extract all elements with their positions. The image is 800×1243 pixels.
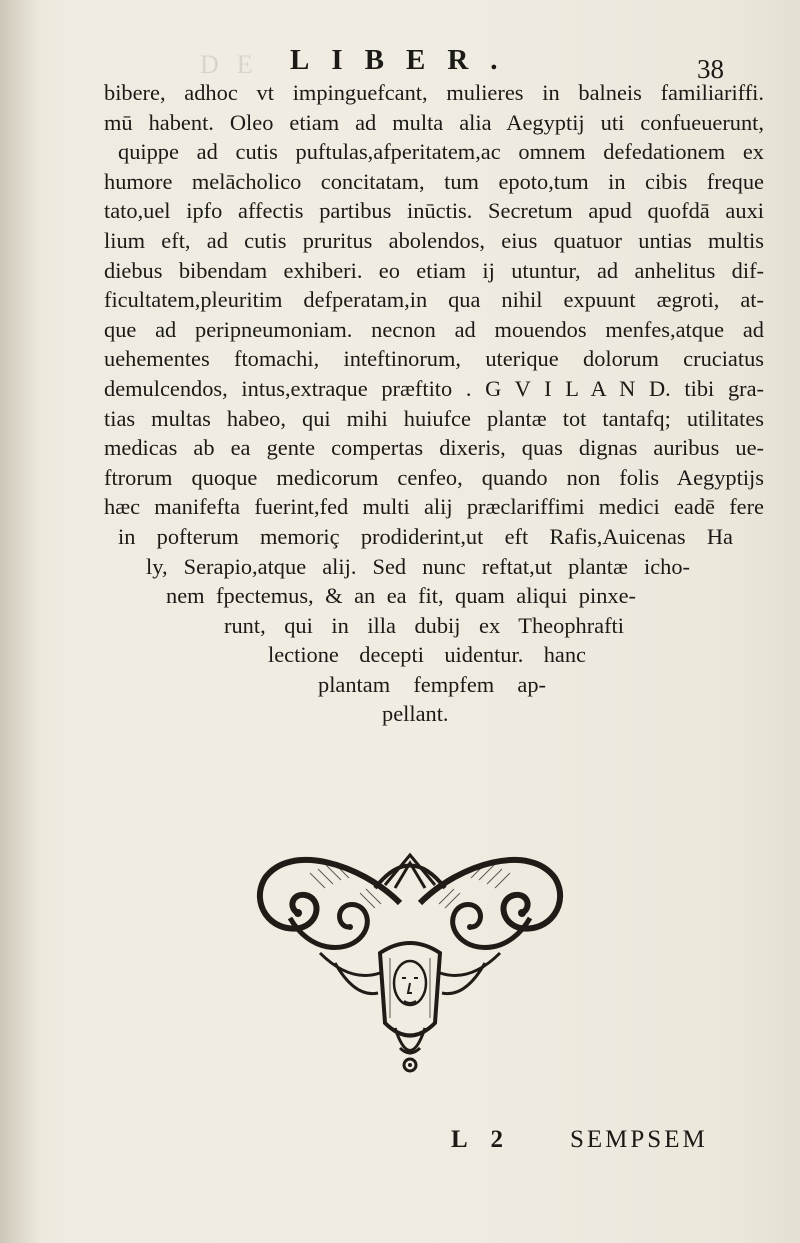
text-line: runt, qui in illa dubij ex Theophrafti [224, 612, 624, 638]
text-line: lectione decepti uidentur. hanc [268, 642, 586, 668]
text-line: humore melācholico concitatam, tum epoto,tum in cibis freque [104, 168, 764, 194]
page-number: 38 [697, 54, 724, 84]
text-line: pellant. [382, 701, 449, 727]
text-line: medicas ab ea gente compertas dixeris, quas dignas auribus ue- [104, 435, 764, 461]
text-line: tias multas habeo, qui mihi huiufce plantæ tot tantafq; utilitates [104, 405, 764, 431]
ornament-headpiece-vignette [250, 833, 570, 1083]
text-line: mū habent. Oleo etiam ad multa alia Aegyptij uti confueuerunt, [104, 109, 764, 135]
text-line: ly, Serapio,atque alij. Sed nunc reftat,ut plantæ icho- [146, 553, 690, 579]
text-line: plantam fempfem ap- [318, 671, 546, 697]
text-line: ficultatem,pleuritim defperatam,in qua nihil expuunt ægroti, at- [104, 287, 764, 313]
text-line: uehementes ftomachi, inteftinorum, uterique dolorum cruciatus [104, 346, 764, 372]
show-through-text: DE [200, 50, 271, 79]
text-line: que ad peripneumoniam. necnon ad mouendos menfes,atque ad [104, 316, 764, 342]
text-line: in pofterum memoriç prodiderint,ut eft Rafis,Auicenas Ha [118, 523, 733, 549]
body-text [104, 78, 764, 729]
page-footer [0, 1126, 800, 1166]
text-line: demulcendos, intus,extraque præftito . G V I L A N D. tibi gra- [104, 375, 764, 401]
text-line: diebus bibendam exhiberi. eo etiam ij utuntur, ad anhelitus dif- [104, 257, 764, 283]
signature-mark: L 2 [451, 1126, 504, 1153]
running-title: LIBER. [290, 44, 520, 76]
text-line: nem fpectemus, & an ea fit, quam aliqui pinxe- [166, 583, 636, 609]
text-line: tato,uel ipfo affectis partibus inūctis. Secretum apud quofdā auxi [104, 198, 764, 224]
catchword: SEMPSEM [570, 1126, 708, 1153]
text-line: quippe ad cutis puftulas,afperitatem,ac omnem defedationem ex [118, 139, 764, 165]
text-line: hæc manifefta fuerint,fed multi alij præclariffimi medici eadē fere [104, 494, 764, 520]
text-line: lium eft, ad cutis pruritus abolendos, eius quatuor untias multis [104, 227, 764, 253]
text-line: bibere, adhoc vt impinguefcant, mulieres in balneis familiariffi. [104, 80, 764, 105]
text-line: ftrorum quoque medicorum cenfeo, quando non folis Aegyptijs [104, 464, 764, 490]
